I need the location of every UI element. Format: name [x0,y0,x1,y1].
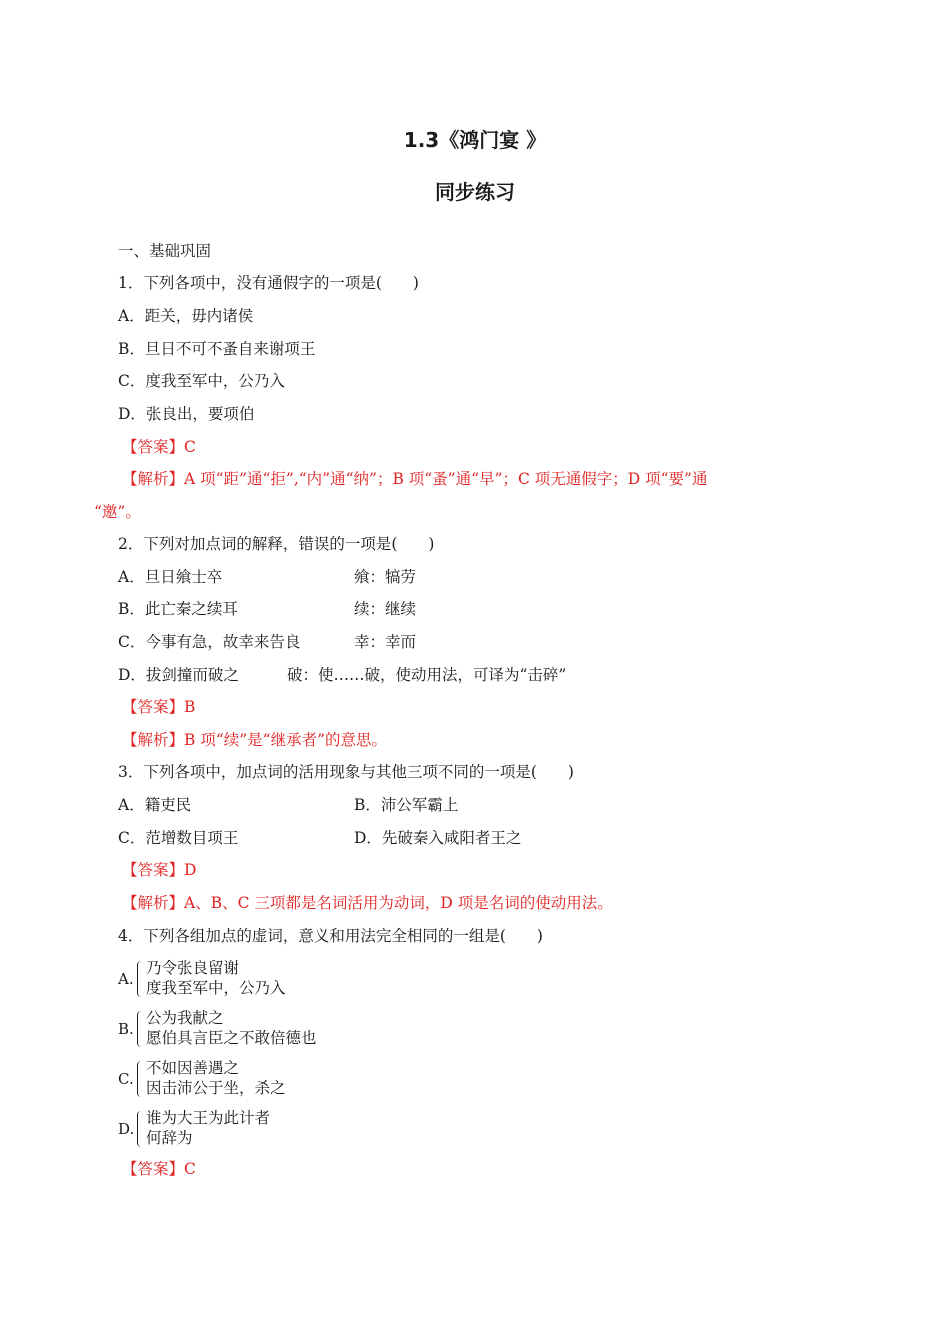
q3-option-a: A．籍吏民 [118,796,192,814]
page-title: 1.3《鸿门宴 》 [403,128,547,152]
q3-option-d: D．先破秦入咸阳者王之 [354,829,522,847]
section-heading: 一、基础巩固 [118,242,212,260]
q4-option-a-label: A. [118,970,134,988]
q2-option-c [118,632,818,652]
q4-answer: 【答案】C [122,1160,196,1178]
q4-option-d-line1: 谁为大王为此计者 [146,1109,271,1127]
q4-option-c-line2: 因击沛公于坐，杀之 [146,1079,286,1097]
q3-row2 [118,828,818,848]
q1-option-b: B．旦日不可不蚤自来谢项王 [118,340,316,358]
q3-option-c: C．范增数目项王 [118,829,239,847]
q4-option-c-line1: 不如因善遇之 [146,1059,240,1077]
q1-stem: 1．下列各项中，没有通假字的一项是( ) [118,274,419,292]
q1-analysis: 【解析】A 项“距”通“拒”,“内”通“纳”；B 项“蚤”通“早”；C 项无通假字；D 项“要”通 [122,470,708,488]
q4-option-b-line2: 愿伯具言臣之不敢倍德也 [146,1029,317,1047]
q2-option-b [118,599,818,619]
q1-answer: 【答案】C [122,438,196,456]
q2-answer: 【答案】B [122,698,196,716]
q4-option-a-line2: 度我至军中，公乃入 [146,979,286,997]
brace-icon [137,1061,144,1097]
q1-analysis-cont: “邀”。 [94,503,141,521]
q4-option-b-label: B. [118,1020,134,1038]
q4-option-c-label: C. [118,1070,134,1088]
brace-icon [137,1111,144,1147]
q2-stem: 2．下列对加点词的解释，错误的一项是( ) [118,535,435,553]
q2-option-b-gloss: 续：继续 [354,600,417,618]
brace-icon [137,961,144,997]
q2-option-a [118,567,818,587]
q3-option-b: B．沛公军霸上 [354,796,459,814]
q2-option-c-text: C．今事有急，故幸来告良 [118,633,301,651]
q3-row1 [118,795,818,815]
q1-option-d: D．张良出，要项伯 [118,405,255,423]
q4-stem: 4．下列各组加点的虚词，意义和用法完全相同的一组是( ) [118,927,543,945]
q4-option-d-line2: 何辞为 [146,1129,193,1147]
q4-option-d-label: D. [118,1120,135,1138]
q1-option-c: C．度我至军中，公乃入 [118,372,285,390]
page-subtitle: 同步练习 [435,180,515,204]
q2-option-d [118,665,818,685]
q3-answer: 【答案】D [122,861,197,879]
q2-analysis: 【解析】B 项“续”是“继承者”的意思。 [122,731,388,749]
q2-option-c-gloss: 幸：幸而 [354,633,417,651]
q2-option-a-text: A．旦日飨士卒 [118,568,223,586]
brace-icon [137,1011,144,1047]
q3-analysis: 【解析】A、B、C 三项都是名词活用为动词，D 项是名词的使动用法。 [122,894,613,912]
q2-option-d-gloss: 破：使……破，使动用法，可译为“击碎” [287,666,567,684]
q2-option-d-text: D．拔剑撞而破之 [118,666,239,684]
q2-option-a-gloss: 飨：犒劳 [354,568,417,586]
q2-option-b-text: B．此亡秦之续耳 [118,600,238,618]
q1-option-a: A．距关，毋内诸侯 [118,307,254,325]
q3-stem: 3．下列各项中，加点词的活用现象与其他三项不同的一项是( ) [118,763,574,781]
q4-option-b-line1: 公为我献之 [146,1009,224,1027]
q4-option-a-line1: 乃令张良留谢 [146,959,240,977]
